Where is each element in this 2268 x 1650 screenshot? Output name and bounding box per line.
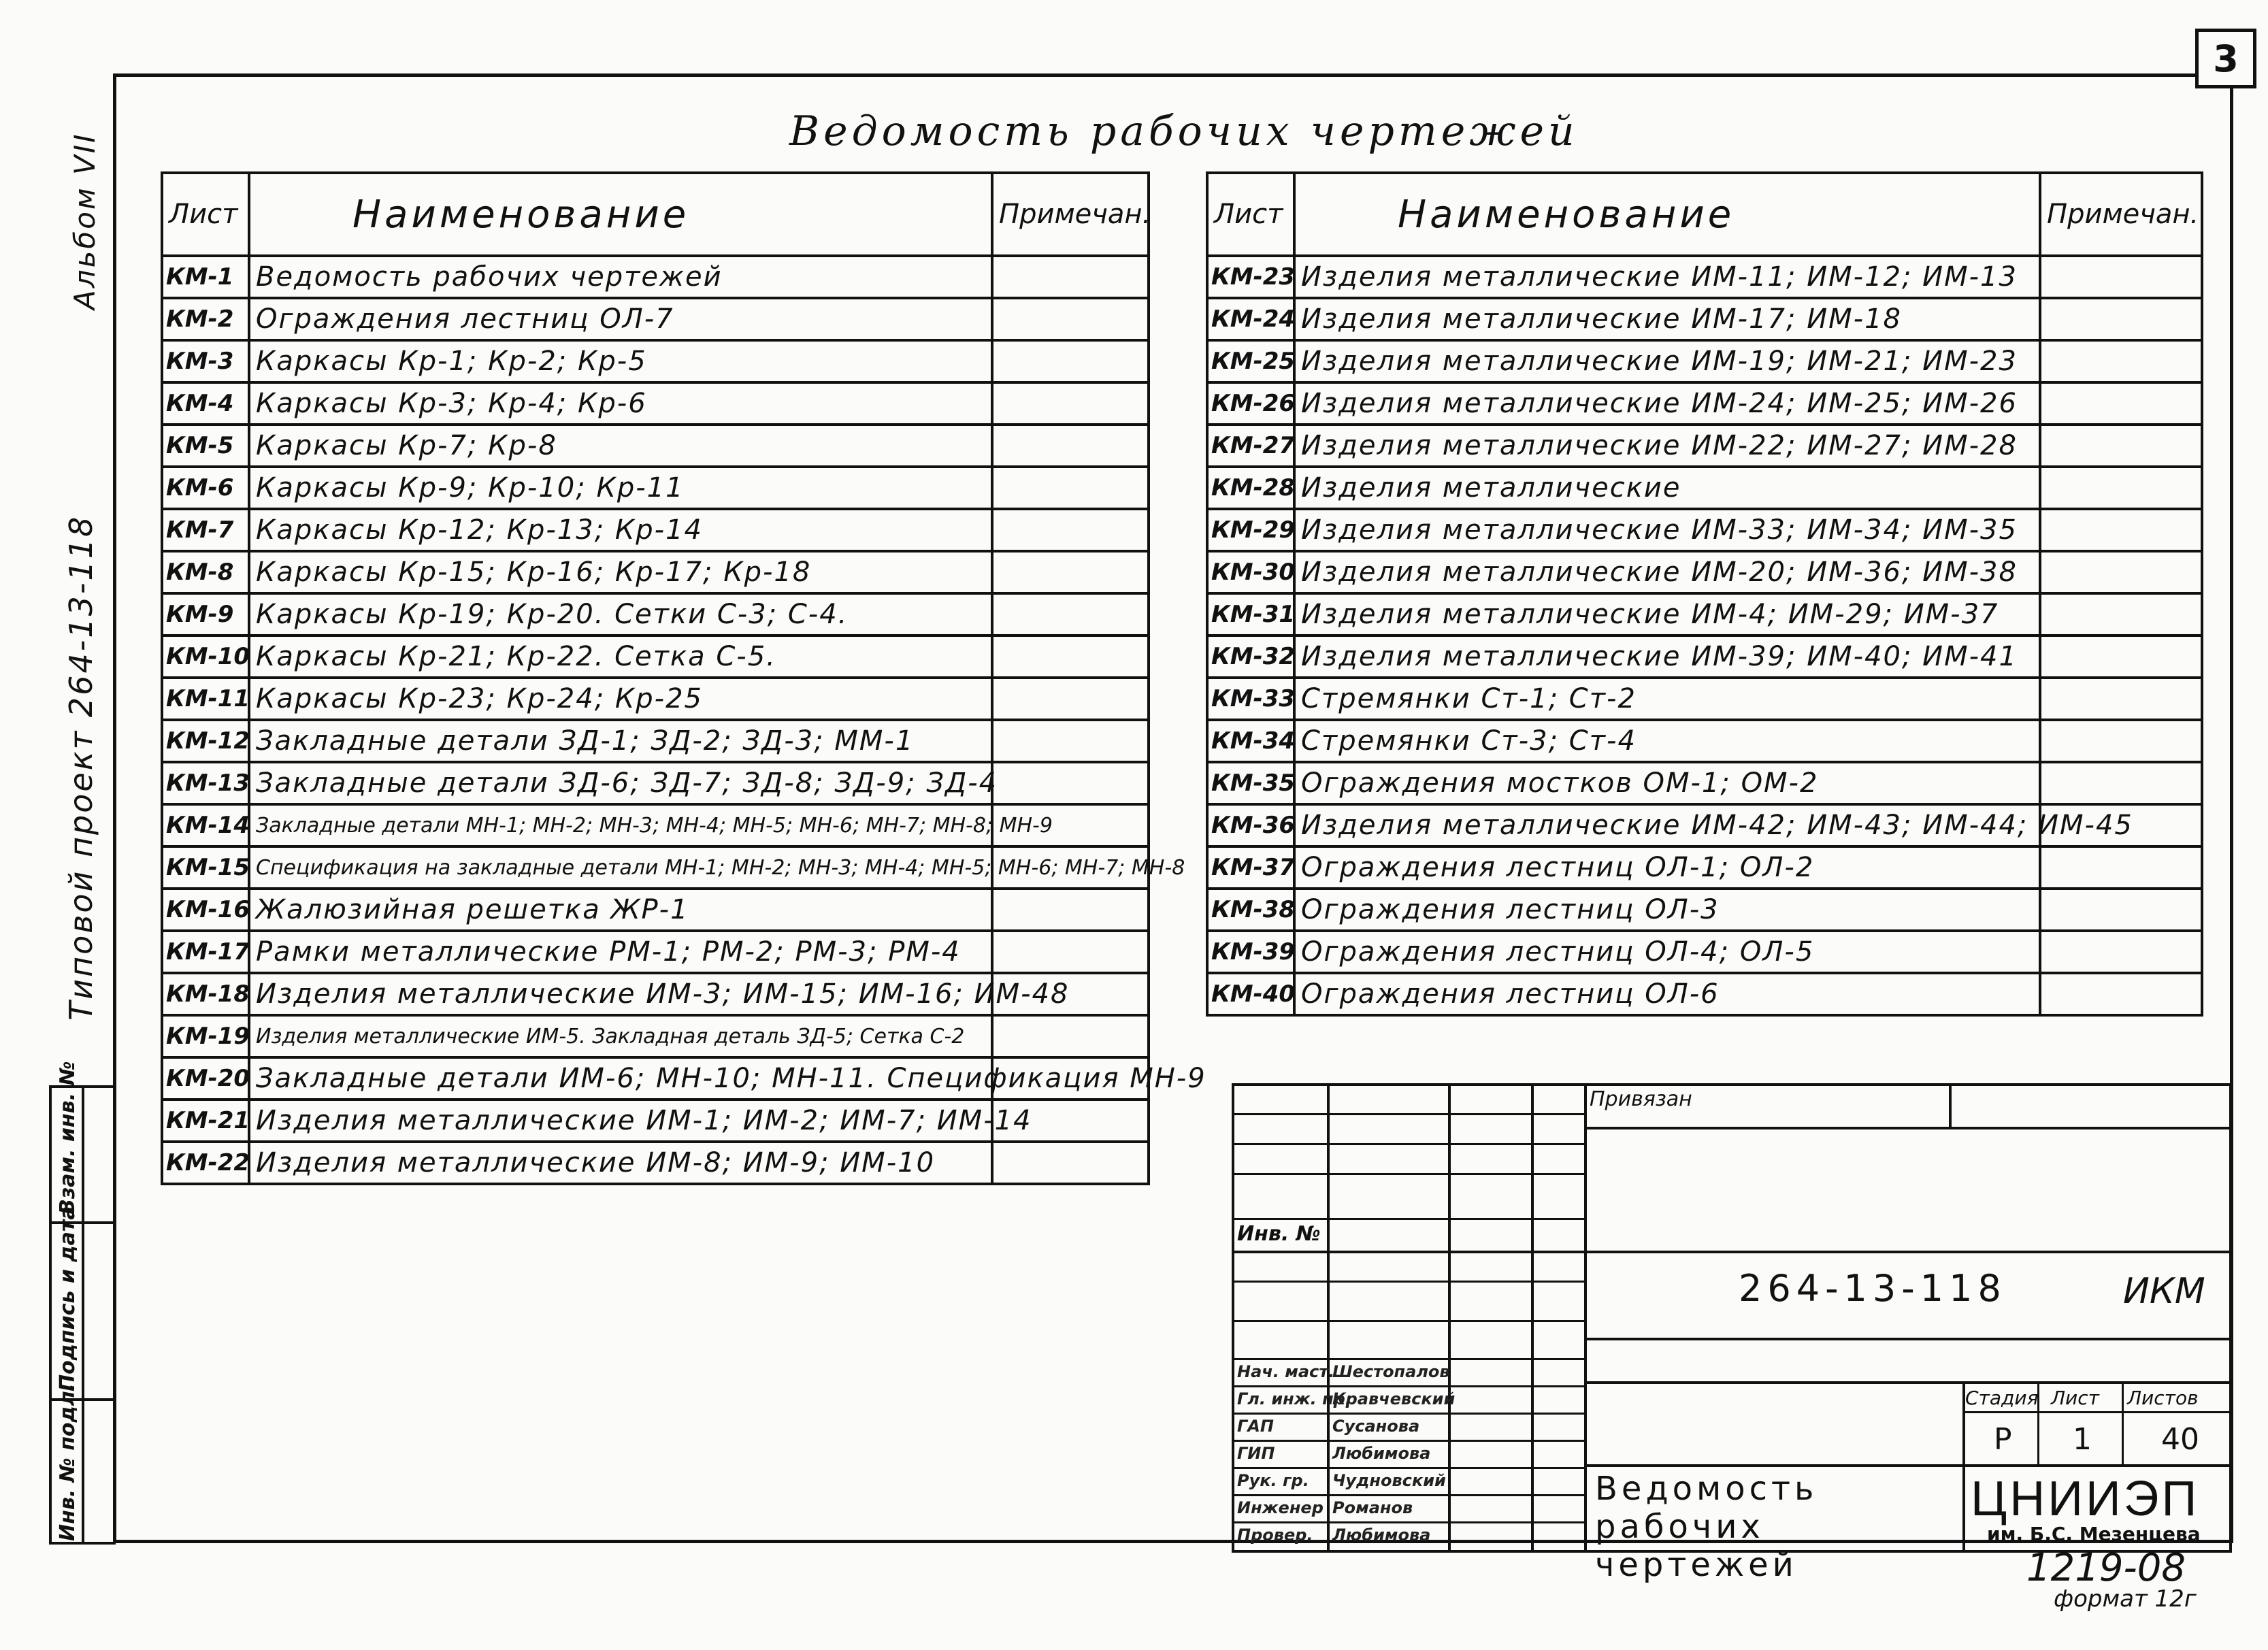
sheet-note bbox=[992, 509, 1149, 551]
page-title: Ведомость рабочих чертежей bbox=[789, 108, 1579, 155]
sheet-code: КМ-1 bbox=[162, 256, 249, 298]
sheet-row bbox=[1207, 804, 2202, 846]
sheet-note bbox=[2040, 256, 2202, 298]
sheet-code: КМ-28 bbox=[1207, 467, 1294, 509]
sheet-code: КМ-34 bbox=[1207, 720, 1294, 762]
sheet-name: Ограждения лестниц ОЛ-3 bbox=[1294, 889, 2040, 931]
sheet-note bbox=[992, 931, 1149, 973]
sheet-row bbox=[162, 340, 1149, 382]
header-note: Примечан. bbox=[2040, 173, 2202, 256]
sheet-code: КМ-20 bbox=[162, 1057, 249, 1100]
sheet-code: КМ-9 bbox=[162, 593, 249, 636]
tb-hline bbox=[1232, 1281, 1585, 1283]
sheet-code: КМ-31 bbox=[1207, 593, 1294, 636]
sheet-note bbox=[2040, 846, 2202, 889]
tb-hline bbox=[1585, 1381, 2232, 1384]
sheet-note bbox=[2040, 509, 2202, 551]
sheet-note bbox=[2040, 340, 2202, 382]
sheet-name: Ограждения лестниц ОЛ-1; ОЛ-2 bbox=[1294, 846, 2040, 889]
tb-hline bbox=[1962, 1464, 2232, 1467]
sheet-note bbox=[992, 425, 1149, 467]
sheet-note bbox=[2040, 720, 2202, 762]
sheet-row bbox=[1207, 720, 2202, 762]
sheet-row bbox=[1207, 467, 2202, 509]
sheet-number: 3 bbox=[2195, 29, 2256, 88]
sheet-code: КМ-7 bbox=[162, 509, 249, 551]
doc-code: 264-13-118 bbox=[1739, 1267, 2007, 1310]
sheet-row bbox=[1207, 425, 2202, 467]
sheet-name: Ограждения лестниц ОЛ-7 bbox=[249, 298, 992, 340]
sheet-name: Изделия металлические bbox=[1294, 467, 2040, 509]
sheet-code: КМ-15 bbox=[162, 846, 249, 889]
sheet-row bbox=[162, 846, 1149, 889]
sheet-row bbox=[162, 720, 1149, 762]
sheet-row bbox=[162, 1015, 1149, 1057]
sheet-row bbox=[162, 467, 1149, 509]
right-sheet-table bbox=[1206, 171, 2203, 1017]
sheet-row bbox=[162, 931, 1149, 973]
sheet-name: Закладные детали ЗД-6; ЗД-7; ЗД-8; ЗД-9; ЗД-4 bbox=[249, 762, 992, 804]
side-field-signature: Подпись и дата bbox=[56, 1206, 80, 1391]
sheet-row bbox=[162, 804, 1149, 846]
tb-vline bbox=[1531, 1083, 1534, 1553]
sheet-code: КМ-35 bbox=[1207, 762, 1294, 804]
sheet-row bbox=[162, 678, 1149, 720]
stage-label: Стадия bbox=[1965, 1387, 2039, 1409]
sheet-note bbox=[2040, 636, 2202, 678]
sheet-name: Закладные детали МН-1; МН-2; МН-3; МН-4; МН-5; МН-6; МН-7; МН-8; МН-9 bbox=[249, 804, 992, 846]
sheet-row bbox=[1207, 382, 2202, 425]
sheet-row bbox=[162, 256, 1149, 298]
sheet-row bbox=[1207, 846, 2202, 889]
sheet-note bbox=[2040, 467, 2202, 509]
sheet-row bbox=[162, 762, 1149, 804]
sheet-name: Изделия металлические ИМ-24; ИМ-25; ИМ-26 bbox=[1294, 382, 2040, 425]
sheet-code: КМ-22 bbox=[162, 1142, 249, 1184]
left-sheet-table bbox=[161, 171, 1206, 1185]
sheet-row bbox=[1207, 298, 2202, 340]
side-field-inv: Инв. № подл. bbox=[56, 1383, 80, 1541]
tb-hline bbox=[1232, 1494, 1585, 1496]
sheet-name: Каркасы Кр-7; Кр-8 bbox=[249, 425, 992, 467]
sheet-code: КМ-5 bbox=[162, 425, 249, 467]
sheet-row bbox=[1207, 678, 2202, 720]
tb-hline bbox=[1232, 1251, 2232, 1253]
sheet-note bbox=[2040, 973, 2202, 1015]
sheet-row bbox=[1207, 509, 2202, 551]
sheet-row bbox=[162, 551, 1149, 593]
bound-label: Привязан bbox=[1590, 1087, 1692, 1111]
inv-label: Инв. № bbox=[1237, 1222, 1321, 1246]
sheet-row bbox=[162, 425, 1149, 467]
sheet-name: Ограждения лестниц ОЛ-4; ОЛ-5 bbox=[1294, 931, 2040, 973]
sheet-name: Изделия металлические ИМ-17; ИМ-18 bbox=[1294, 298, 2040, 340]
header-sheet: Лист bbox=[1207, 173, 1294, 256]
tb-hline bbox=[1232, 1320, 1585, 1322]
side-field-replace: Взам. инв. № bbox=[56, 1061, 80, 1215]
tb-vline bbox=[1327, 1083, 1330, 1553]
sheet-row bbox=[1207, 931, 2202, 973]
sheet-code: КМ-2 bbox=[162, 298, 249, 340]
signature-role: Инженер bbox=[1237, 1498, 1324, 1517]
sheets-label: Листов bbox=[2127, 1387, 2199, 1409]
sheet-code: КМ-38 bbox=[1207, 889, 1294, 931]
sheet-code: КМ-4 bbox=[162, 382, 249, 425]
sheet-name: Изделия металлические ИМ-20; ИМ-36; ИМ-38 bbox=[1294, 551, 2040, 593]
sheet-name: Закладные детали ЗД-1; ЗД-2; ЗД-3; ММ-1 bbox=[249, 720, 992, 762]
signature-name: Романов bbox=[1332, 1498, 1413, 1517]
sheet-note bbox=[2040, 298, 2202, 340]
org-logo: ЦНИИЭП bbox=[1971, 1472, 2200, 1526]
header-name: Наименование bbox=[1294, 173, 2040, 256]
sheet-note bbox=[2040, 889, 2202, 931]
tb-hline bbox=[1962, 1411, 2232, 1413]
format-label: формат 12г bbox=[2054, 1585, 2197, 1613]
sheet-code: КМ-6 bbox=[162, 467, 249, 509]
tb-hline bbox=[1232, 1521, 1585, 1523]
sheet-name: Изделия металлические ИМ-39; ИМ-40; ИМ-41 bbox=[1294, 636, 2040, 678]
sheet-code: КМ-25 bbox=[1207, 340, 1294, 382]
sheet-code: КМ-19 bbox=[162, 1015, 249, 1057]
sheet-code: КМ-27 bbox=[1207, 425, 1294, 467]
sheet-note bbox=[992, 1015, 1149, 1057]
signature-role: Рук. гр. bbox=[1237, 1471, 1309, 1490]
sheet-name: Изделия металлические ИМ-11; ИМ-12; ИМ-13 bbox=[1294, 256, 2040, 298]
sheet-row bbox=[162, 973, 1149, 1015]
sheet-code: КМ-29 bbox=[1207, 509, 1294, 551]
sheet-note bbox=[992, 298, 1149, 340]
sheet-row bbox=[1207, 593, 2202, 636]
sheet-row bbox=[162, 1100, 1149, 1142]
sheet-row bbox=[1207, 973, 2202, 1015]
sheet-row bbox=[162, 298, 1149, 340]
sheet-note bbox=[2040, 593, 2202, 636]
sheet-name: Изделия металлические ИМ-8; ИМ-9; ИМ-10 bbox=[249, 1142, 992, 1184]
tb-vline bbox=[1584, 1083, 1587, 1553]
sheet-code: КМ-24 bbox=[1207, 298, 1294, 340]
stage-value: Р bbox=[1994, 1422, 2012, 1457]
sheet-name: Изделия металлические ИМ-22; ИМ-27; ИМ-28 bbox=[1294, 425, 2040, 467]
sheet-name: Каркасы Кр-12; Кр-13; Кр-14 bbox=[249, 509, 992, 551]
sheet-row bbox=[162, 1142, 1149, 1184]
signature-role: Провер. bbox=[1237, 1525, 1313, 1545]
sheet-name: Ограждения мостков ОМ-1; ОМ-2 bbox=[1294, 762, 2040, 804]
sheet-code: КМ-12 bbox=[162, 720, 249, 762]
sheet-note bbox=[2040, 762, 2202, 804]
header-name: Наименование bbox=[249, 173, 992, 256]
sheet-note bbox=[2040, 551, 2202, 593]
sheet-name: Жалюзийная решетка ЖР-1 bbox=[249, 889, 992, 931]
tb-hline bbox=[1232, 1385, 1585, 1387]
sheet-code: КМ-16 bbox=[162, 889, 249, 931]
tb-vline bbox=[1949, 1083, 1952, 1128]
sheet-note bbox=[992, 889, 1149, 931]
tb-hline bbox=[1232, 1143, 1585, 1145]
sheet-name: Рамки металлические РМ-1; РМ-2; РМ-3; РМ-4 bbox=[249, 931, 992, 973]
signature-name: Сусанова bbox=[1332, 1417, 1420, 1436]
sheet-name: Ограждения лестниц ОЛ-6 bbox=[1294, 973, 2040, 1015]
sheet-row bbox=[1207, 762, 2202, 804]
signature-name: Чудновский bbox=[1332, 1471, 1446, 1490]
sheet-code: КМ-37 bbox=[1207, 846, 1294, 889]
sheet-note bbox=[992, 593, 1149, 636]
sheet-note bbox=[992, 467, 1149, 509]
sheet-note bbox=[992, 678, 1149, 720]
sheet-row bbox=[162, 509, 1149, 551]
signature-name: Кравчевский bbox=[1332, 1389, 1456, 1408]
side-stamp-divider bbox=[82, 1085, 84, 1545]
header-sheet: Лист bbox=[162, 173, 249, 256]
tb-hline bbox=[1232, 1440, 1585, 1442]
sheet-label: Лист bbox=[2051, 1387, 2099, 1409]
sheet-code: КМ-18 bbox=[162, 973, 249, 1015]
sheet-note bbox=[992, 382, 1149, 425]
sheet-name: Каркасы Кр-1; Кр-2; Кр-5 bbox=[249, 340, 992, 382]
tb-vline bbox=[2122, 1381, 2124, 1466]
sheet-note bbox=[992, 256, 1149, 298]
tb-vline bbox=[1448, 1083, 1451, 1553]
sheet-name: Каркасы Кр-23; Кр-24; Кр-25 bbox=[249, 678, 992, 720]
sheet-code: КМ-8 bbox=[162, 551, 249, 593]
sheet-row bbox=[162, 1057, 1149, 1100]
tb-hline bbox=[1585, 1338, 2232, 1340]
sheet-name: Спецификация на закладные детали МН-1; МН-2; МН-3; МН-4; МН-5; МН-6; МН-7; МН-8 bbox=[249, 846, 992, 889]
signature-name: Шестопалов bbox=[1332, 1362, 1450, 1381]
sheet-code: КМ-13 bbox=[162, 762, 249, 804]
sheet-note bbox=[992, 762, 1149, 804]
signature-name: Любимова bbox=[1332, 1525, 1431, 1545]
sheet-name: Стремянки Ст-1; Ст-2 bbox=[1294, 678, 2040, 720]
sheet-note bbox=[2040, 931, 2202, 973]
sheet-row bbox=[1207, 889, 2202, 931]
sheet-row bbox=[162, 382, 1149, 425]
archive-number: 1219-08 bbox=[2026, 1546, 2186, 1590]
tb-hline bbox=[1232, 1467, 1585, 1469]
sheets-value: 40 bbox=[2161, 1422, 2199, 1457]
sheet-code: КМ-36 bbox=[1207, 804, 1294, 846]
signature-role: ГИП bbox=[1237, 1444, 1275, 1463]
album-label: Альбом VII bbox=[68, 132, 101, 310]
sheet-name: Закладные детали ИМ-6; МН-10; МН-11. Спецификация МН-9 bbox=[249, 1057, 992, 1100]
sheet-name: Изделия металлические ИМ-33; ИМ-34; ИМ-35 bbox=[1294, 509, 2040, 551]
sheet-note bbox=[992, 1142, 1149, 1184]
tb-hline bbox=[1232, 1413, 1585, 1415]
sheet-name: Изделия металлические ИМ-4; ИМ-29; ИМ-37 bbox=[1294, 593, 2040, 636]
sheet-name: Каркасы Кр-19; Кр-20. Сетки С-3; С-4. bbox=[249, 593, 992, 636]
project-label: Типовой проект 264-13-118 bbox=[63, 514, 99, 1021]
tb-vline bbox=[2229, 1083, 2232, 1553]
sheet-name: Изделия металлические ИМ-1; ИМ-2; ИМ-7; ИМ-14 bbox=[249, 1100, 992, 1142]
sheet-name: Ведомость рабочих чертежей bbox=[249, 256, 992, 298]
sheet-code: КМ-30 bbox=[1207, 551, 1294, 593]
sheet-code: КМ-26 bbox=[1207, 382, 1294, 425]
sheet-name: Стремянки Ст-3; Ст-4 bbox=[1294, 720, 2040, 762]
sheet-row bbox=[162, 636, 1149, 678]
sheet-code: КМ-11 bbox=[162, 678, 249, 720]
sheet-code: КМ-21 bbox=[162, 1100, 249, 1142]
sheet-name: Изделия металлические ИМ-42; ИМ-43; ИМ-44; ИМ-45 bbox=[1294, 804, 2040, 846]
sheet-code: КМ-10 bbox=[162, 636, 249, 678]
sheet-note bbox=[2040, 382, 2202, 425]
sheet-name: Каркасы Кр-15; Кр-16; Кр-17; Кр-18 bbox=[249, 551, 992, 593]
sheet-name: Каркасы Кр-3; Кр-4; Кр-6 bbox=[249, 382, 992, 425]
tb-hline bbox=[1232, 1113, 1585, 1115]
sheet-code: КМ-39 bbox=[1207, 931, 1294, 973]
tb-hline bbox=[1232, 1358, 1585, 1360]
sheet-name: Изделия металлические ИМ-19; ИМ-21; ИМ-23 bbox=[1294, 340, 2040, 382]
sheet-value: 1 bbox=[2073, 1422, 2092, 1457]
signature-name: Любимова bbox=[1332, 1444, 1431, 1463]
sheet-code: КМ-14 bbox=[162, 804, 249, 846]
sheet-code: КМ-40 bbox=[1207, 973, 1294, 1015]
signature-role: ГАП bbox=[1237, 1417, 1274, 1436]
sheet-note bbox=[992, 720, 1149, 762]
sheet-row bbox=[162, 889, 1149, 931]
doc-mark: ИКМ bbox=[2123, 1271, 2205, 1312]
sheet-name: Каркасы Кр-21; Кр-22. Сетка С-5. bbox=[249, 636, 992, 678]
sheet-code: КМ-33 bbox=[1207, 678, 1294, 720]
sheet-note bbox=[992, 551, 1149, 593]
sheet-code: КМ-23 bbox=[1207, 256, 1294, 298]
tb-hline bbox=[1585, 1127, 2232, 1129]
sheet-row bbox=[1207, 551, 2202, 593]
signature-role: Нач. маст. bbox=[1237, 1362, 1335, 1381]
sheet-row bbox=[1207, 340, 2202, 382]
tb-hline bbox=[1585, 1464, 1965, 1467]
sheet-row bbox=[162, 593, 1149, 636]
sheet-note bbox=[2040, 678, 2202, 720]
signature-role: Гл. инж. пр. bbox=[1237, 1389, 1351, 1408]
tb-hline bbox=[1232, 1173, 1585, 1175]
sheet-note bbox=[992, 636, 1149, 678]
sheet-name: Каркасы Кр-9; Кр-10; Кр-11 bbox=[249, 467, 992, 509]
tb-hline bbox=[1232, 1218, 1585, 1220]
sheet-row bbox=[1207, 636, 2202, 678]
sheet-row bbox=[1207, 256, 2202, 298]
sheet-note bbox=[2040, 425, 2202, 467]
sheet-name: Изделия металлические ИМ-5. Закладная деталь ЗД-5; Сетка С-2 bbox=[249, 1015, 992, 1057]
header-note: Примечан. bbox=[992, 173, 1149, 256]
sheet-code: КМ-3 bbox=[162, 340, 249, 382]
sheet-code: КМ-17 bbox=[162, 931, 249, 973]
doc-title: Ведомость рабочих чертежей bbox=[1595, 1470, 1818, 1584]
sheet-note bbox=[992, 340, 1149, 382]
org-subtitle: им. Б.С. Мезенцева bbox=[1987, 1523, 2201, 1545]
sheet-code: КМ-32 bbox=[1207, 636, 1294, 678]
sheet-name: Изделия металлические ИМ-3; ИМ-15; ИМ-16; ИМ-48 bbox=[249, 973, 992, 1015]
